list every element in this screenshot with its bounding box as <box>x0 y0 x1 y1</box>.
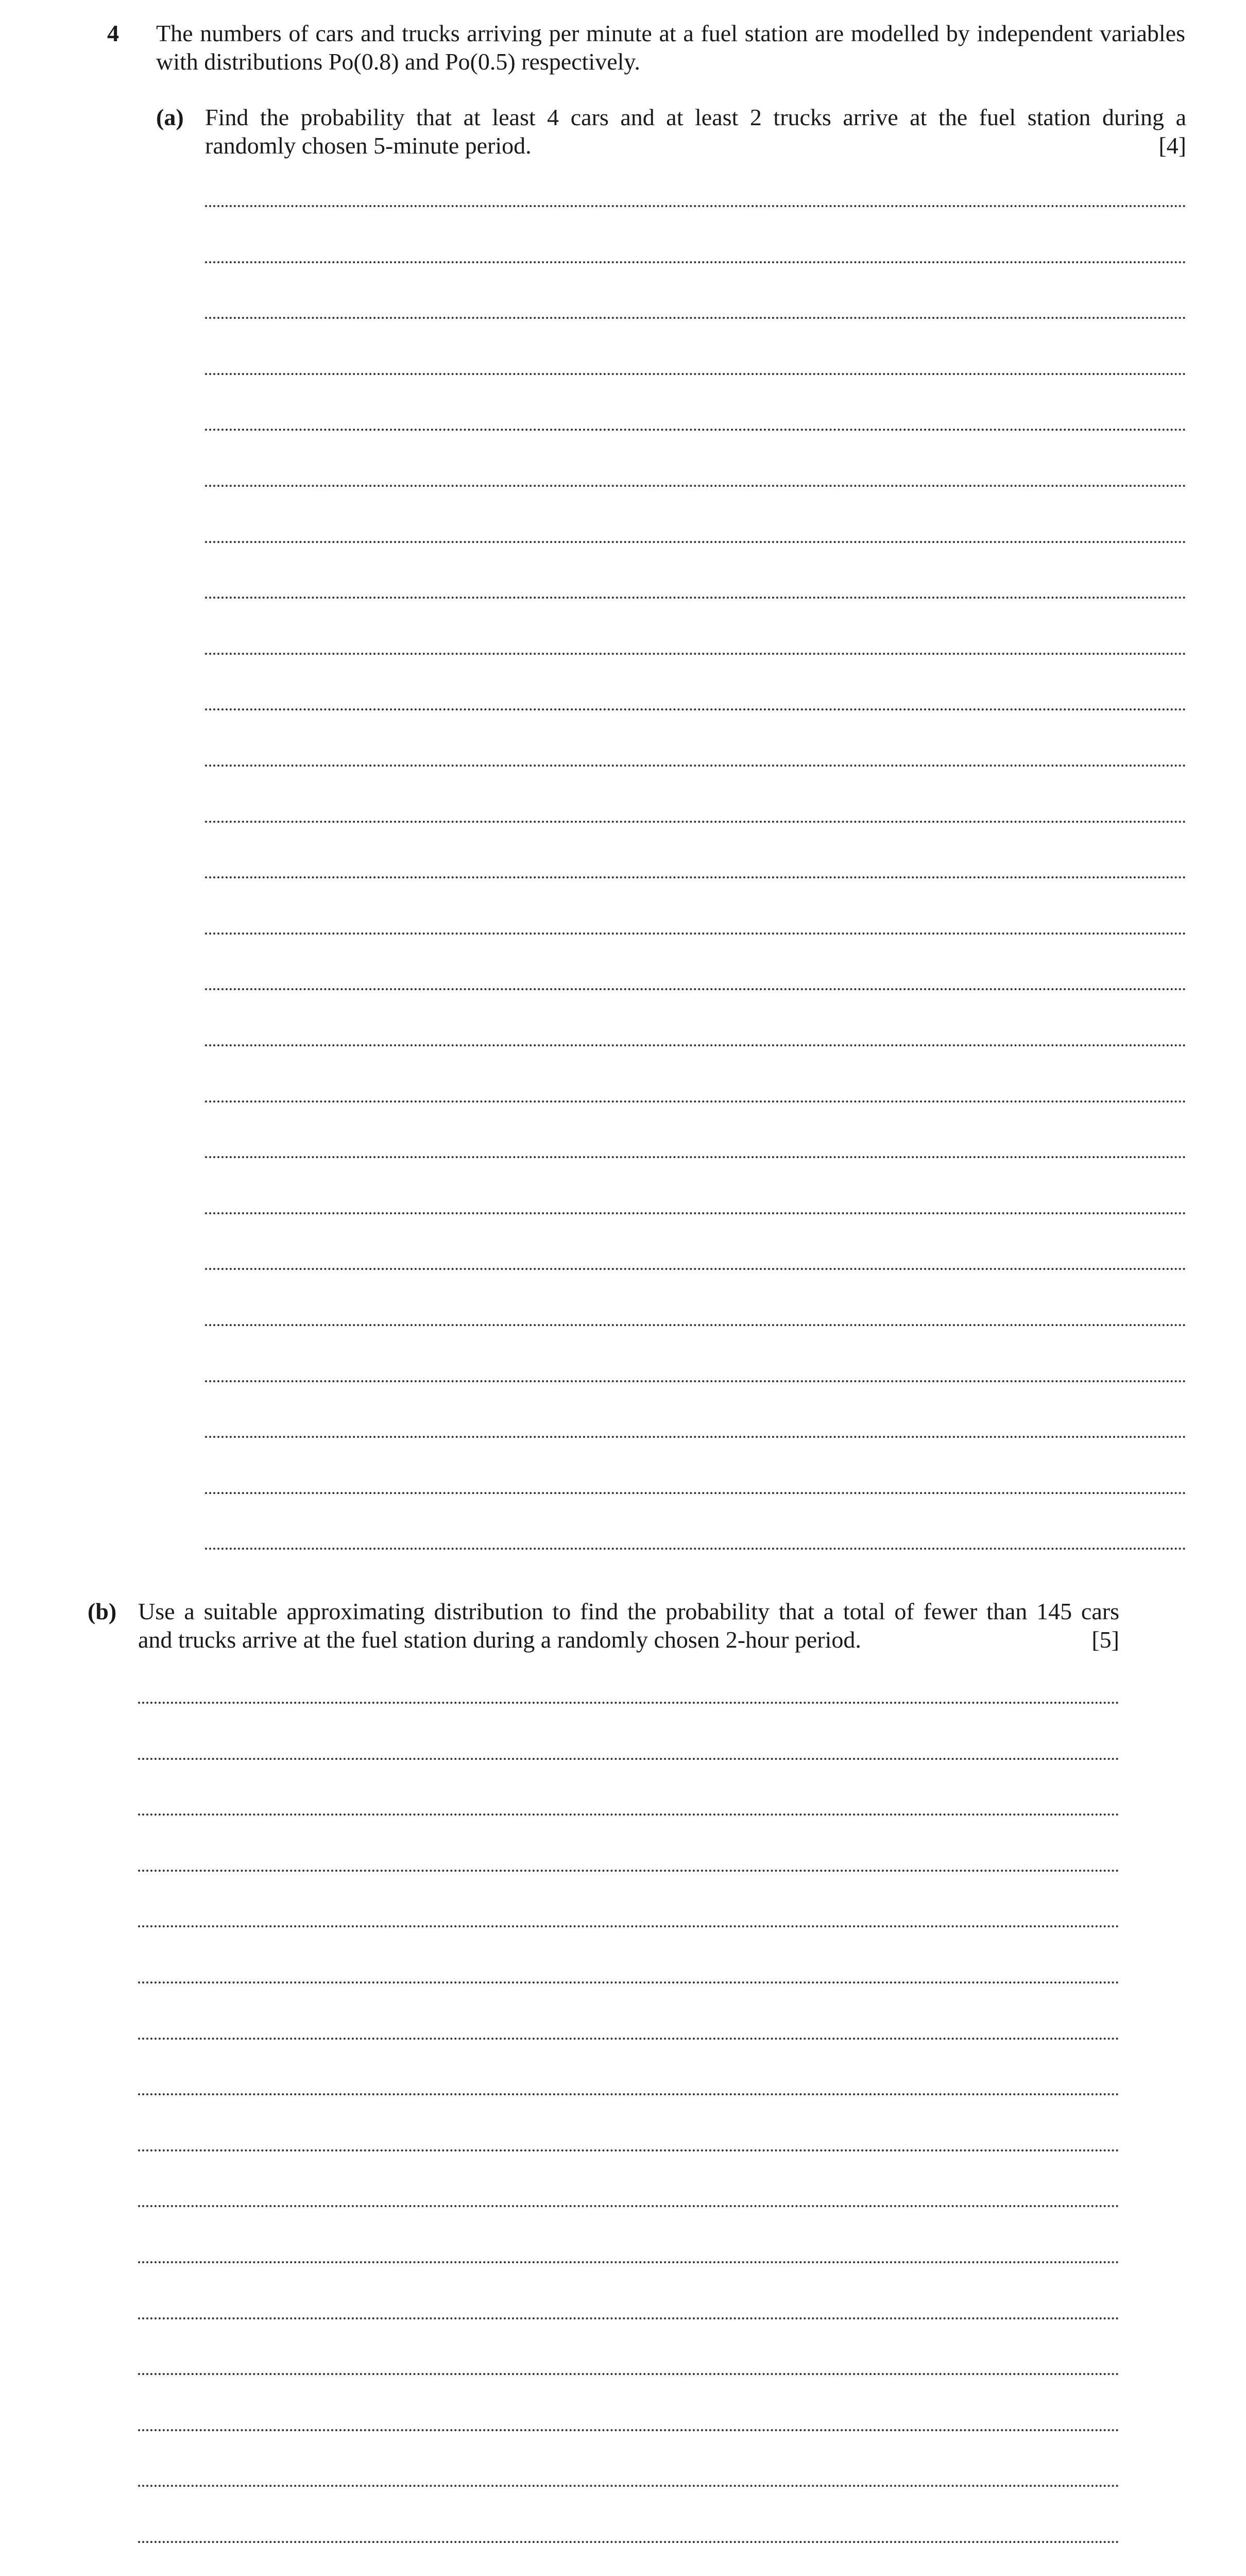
answer-line[interactable] <box>138 2038 1119 2040</box>
part-a-text-line2: randomly chosen 5-minute period. <box>205 132 532 159</box>
part-b-text-line1: Use a suitable approximating distribution to find the probability that a total of fewer than 145 cars <box>138 1598 1119 1624</box>
answer-line[interactable] <box>138 2485 1119 2487</box>
answer-line[interactable] <box>138 1981 1119 1984</box>
part-a-text-line1: Find the probability that at least 4 cars and at least 2 trucks arrive at the fuel station during a <box>205 104 1186 130</box>
answer-line[interactable] <box>138 2093 1119 2095</box>
part-b-answer-area[interactable] <box>138 0 1119 2576</box>
part-a-label: (a) <box>156 104 184 130</box>
answer-line[interactable] <box>138 2149 1119 2151</box>
part-b-marks: [5] <box>1091 1626 1119 1653</box>
answer-line[interactable] <box>138 2317 1119 2319</box>
answer-line[interactable] <box>138 2373 1119 2375</box>
answer-line[interactable] <box>138 1814 1119 1816</box>
part-b-text-line2: and trucks arrive at the fuel station during a randomly chosen 2-hour period. <box>138 1626 861 1653</box>
answer-line[interactable] <box>138 2429 1119 2431</box>
answer-line[interactable] <box>138 1702 1119 1704</box>
answer-line[interactable] <box>138 1870 1119 1872</box>
part-b-label: (b) <box>88 1598 117 1624</box>
answer-line[interactable] <box>138 1758 1119 1760</box>
answer-line[interactable] <box>138 2261 1119 2263</box>
part-a-marks: [4] <box>1158 132 1186 159</box>
answer-line[interactable] <box>138 2541 1119 2543</box>
question-stem: The numbers of cars and trucks arriving per minute at a fuel station are modelled by independent variables with distributions Po(0.8) and Po(0.5) respectively. <box>156 20 1185 75</box>
answer-line[interactable] <box>138 1925 1119 1927</box>
answer-line[interactable] <box>138 2205 1119 2207</box>
question-number: 4 <box>107 20 119 46</box>
